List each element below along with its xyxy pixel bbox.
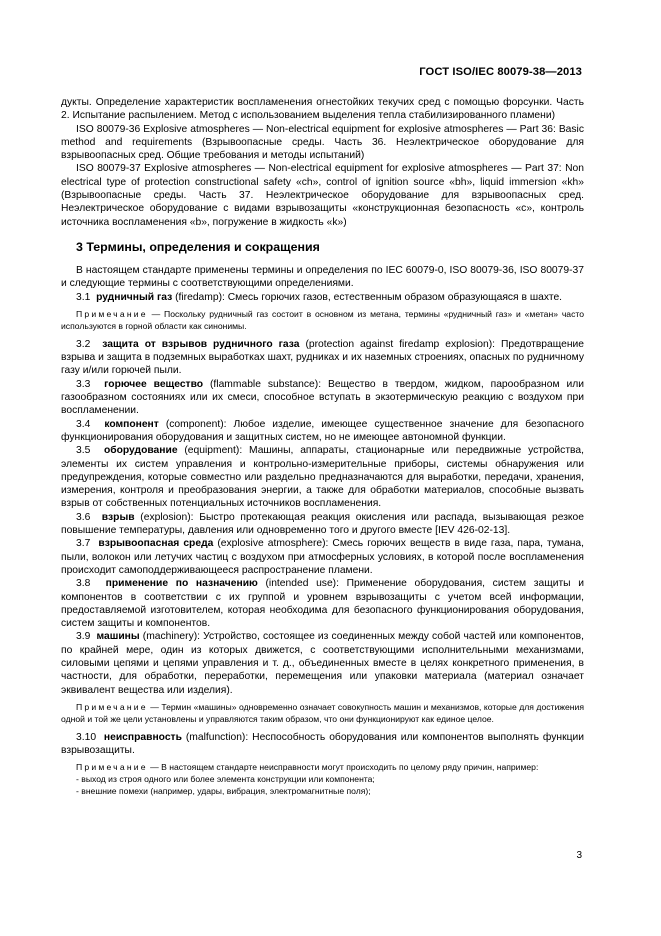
- note-2: [61, 701, 584, 725]
- ref-paragraph-1: дукты. Определение характеристик воспламенения огнестойких текучих сред с помощью форсунки. Часть 2. Испытание распылением. Метод с использованием выделения тепла стабилизированного пламени): [61, 97, 584, 122]
- page-body: [61, 96, 584, 797]
- term-number: 3.10: [76, 731, 97, 743]
- section-intro: В настоящем стандарте применены термины и определения по IEC 60079-0, ISO 80079-36, ISO 80079-37 и следующие термины с соответствующими определениями.: [61, 264, 584, 290]
- note-label: Примечание: [76, 701, 148, 712]
- term-name: рудничный газ: [96, 291, 173, 303]
- term-3-5: [61, 444, 584, 510]
- term-3-9: [61, 630, 584, 696]
- term-number: 3.3: [76, 378, 91, 390]
- ref-paragraph-3: ISO 80079-37 Explosive atmospheres — Non-electrical equipment for explosive atmospheres — Part 37: Non electrical type of protection constructional safety «ch», control of ignition source «bh», liquid immersion «kh» (Взрывоопасные среды. Часть 37. Неэлектрическое оборудование для взрывоопасных сред. Неэлектрическое оборудование с видами взрывозащиты «конструкционная безопасность «c», контроль источника воспламенения «b», погружение в жидкость «k»): [61, 163, 584, 228]
- term-3-1: [61, 291, 584, 304]
- note-1: [61, 308, 584, 332]
- term-number: 3.5: [76, 445, 91, 457]
- term-definition: (firedamp): Смесь горючих газов, естественным образом образующаяся в шахте.: [172, 291, 563, 303]
- term-name: компонент: [104, 418, 159, 430]
- term-3-3: [61, 378, 584, 418]
- term-number: 3.8: [76, 578, 91, 590]
- term-3-4: [61, 418, 584, 445]
- term-number: 3.1: [76, 291, 91, 303]
- term-3-10: [61, 731, 584, 758]
- term-definition: (intended use): Применение оборудования, систем защиты и компонентов в соответствии с их группой и уровнем взрывозащиты с учетом всей информации, предоставляемой изготовителем, которая необходима для безопасного функционирования оборудования, систем защиты и компонентов.: [61, 578, 584, 630]
- note-label: Примечание: [76, 308, 148, 319]
- note-text: — В настоящем стандарте неисправности могут происходить по целому ряду причин, например:: [147, 762, 539, 773]
- term-3-2: [61, 338, 584, 378]
- term-definition: (explosion): Быстро протекающая реакция окисления или распада, вызывающая резкое повышение температуры, давления или одновременно того и другого вместе [IEV 426-02-13].: [61, 511, 584, 537]
- ref-paragraph-2: ISO 80079-36 Explosive atmospheres — Non-electrical equipment for explosive atmospheres — Part 36: Basic method and requirements (Взрывоопасные среды. Часть 36. Неэлектрическое оборудование для взрывоопасных сред. Общие требования и методы испытаний): [61, 123, 584, 162]
- term-3-6: [61, 511, 584, 538]
- term-definition: (explosive atmosphere): Смесь горючих веществ в виде газа, пара, тумана, пыли, волокон или летучих частиц с воздухом при атмосферных условиях, в которой после воспламенения происходит самоподдерживающееся распространение пламени.: [61, 538, 584, 576]
- page-header: ГОСТ ISO/IEC 80079-38—2013: [419, 66, 582, 78]
- term-definition: (machinery): Устройство, состоящее из соединенных между собой частей или компонентов, по крайней мере, один из которых движется, с соответствующими исполнительными механизмами, силовыми цепями и цепями управления и т. д., объединенных вместе в целях конкретного применения, в частности, для обработки, переработки, перемещения или упаковки материала (материал означает эквивалент вещества или изделия).: [61, 631, 584, 696]
- term-definition: (flammable substance): Вещество в твердом, жидком, парообразном или газообразном состояниях или их смеси, способное вступать в экзотермическую реакцию с воздухом при воспламенении.: [61, 378, 584, 417]
- term-number: 3.9: [76, 631, 91, 643]
- list-item: - внешние помехи (например, удары, вибрация, электромагнитные поля);: [76, 786, 371, 797]
- note-text: — Поскольку рудничный газ состоит в основном из метана, термины «рудничный газ» и «метан» часто используются в горной области как синонимы.: [61, 308, 584, 331]
- term-name: горючее вещество: [104, 378, 204, 390]
- list-item: - выход из строя одного или более элемента конструкции или компонента;: [76, 774, 375, 785]
- term-name: применение по назначению: [105, 578, 258, 590]
- term-definition: (equipment): Машины, аппараты, стационарные или передвижные устройства, элементы их систем управления и контрольно-измерительные приборы, системы обнаружения или предупреждения, которые совместно или раздельно предназначаются для выработки, передачи, хранения, измерения, контроля и преобразования энергии, а также для обработки материалов, способные вызвать взрыв от собственных потенциальных источников воспламенения.: [61, 445, 584, 510]
- term-definition: (protection against firedamp explosion): Предотвращение взрыва и защита в подземных выработках шахт, рудниках и их наземных строениях, опасных по рудничному газу и/или горючей пыли.: [61, 338, 584, 377]
- term-name: неисправность: [103, 731, 182, 743]
- section-heading: 3 Термины, определения и сокращения: [76, 239, 320, 254]
- note-3: [61, 761, 584, 773]
- term-3-8: [61, 577, 584, 630]
- term-definition: (component): Любое изделие, имеющее существенное значение для безопасного функционирования оборудования и защитных систем, но не имеющее автономной функции.: [61, 418, 584, 443]
- term-name: оборудование: [103, 445, 178, 457]
- term-name: взрыв: [101, 511, 135, 523]
- page-number: 3: [576, 850, 582, 861]
- note-text: — Термин «машины» одновременно означает совокупность машин и механизмов, которые для достижения одной и той же цели установлены и управляются таким образом, что они функционируют как единое целое.: [61, 701, 584, 724]
- term-name: взрывоопасная среда: [98, 538, 214, 550]
- term-name: защита от взрывов рудничного газа: [102, 338, 300, 350]
- term-number: 3.4: [76, 418, 91, 430]
- term-number: 3.6: [76, 511, 91, 523]
- term-number: 3.2: [76, 338, 91, 350]
- term-number: 3.7: [76, 538, 91, 550]
- note-label: Примечание: [76, 762, 148, 773]
- term-3-7: [61, 537, 584, 577]
- term-name: машины: [96, 631, 140, 643]
- term-definition: (malfunction): Неспособность оборудования или компонентов выполнять функции взрывозащиты.: [61, 731, 584, 757]
